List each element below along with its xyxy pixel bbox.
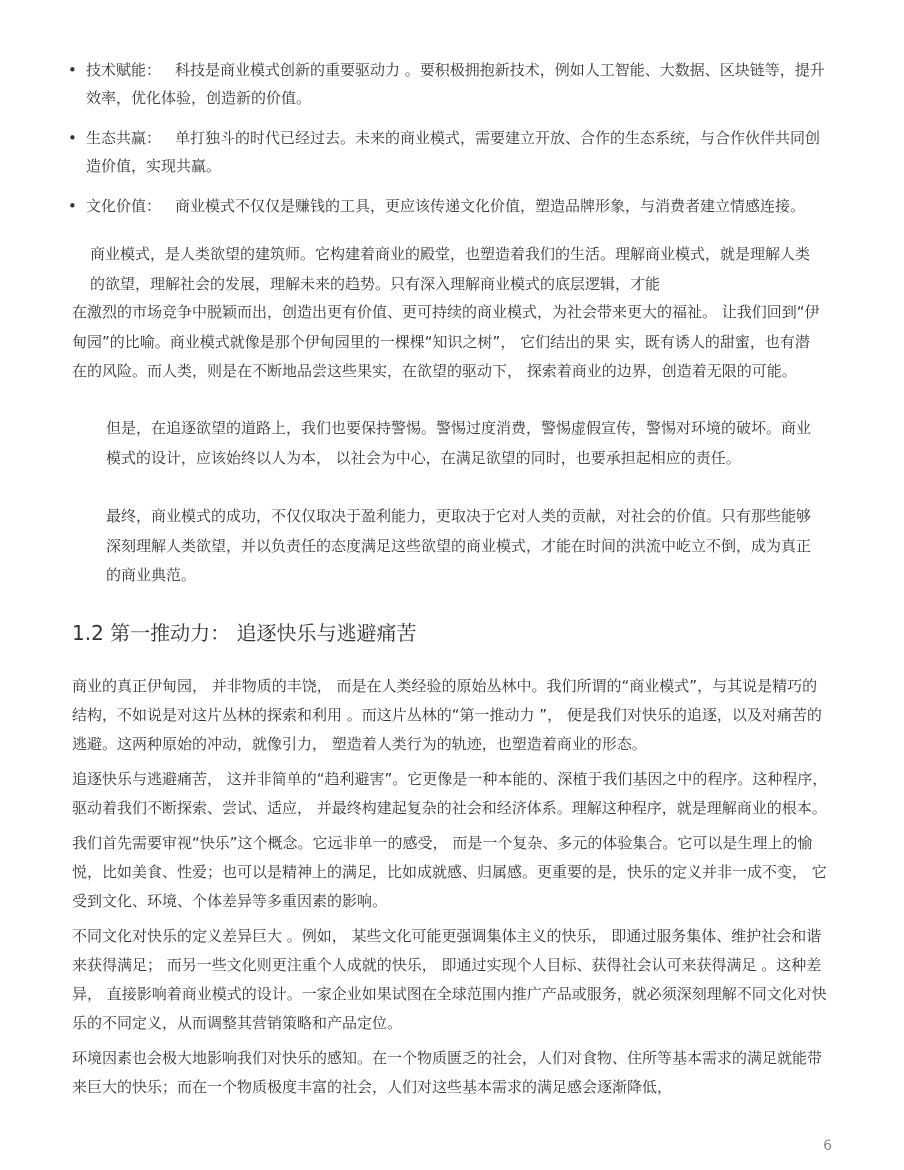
section-paragraph: 追逐快乐与逃避痛苦， 这并非简单的“趋利避害”。它更像是一种本能的、深植于我们基因之中的程序。这种程序，驱动着我们不断探索、尝试、适应， 并最终构建起复杂的社会和经济体系。理解这种程序，就是理解商业的根本。 bbox=[72, 770, 828, 817]
section-body bbox=[72, 672, 828, 1108]
paragraph-conclusion: 最终，商业模式的成功，不仅仅取决于盈利能力，更取决于它对人类的贡献，对社会的价值。只有那些能够深刻理解人类欲望，并以负责任的态度满足这些欲望的商业模式，才能在时间的洪流中屹立不倒，成为真正的商业典范。 bbox=[106, 507, 812, 584]
bullet-item bbox=[68, 124, 828, 180]
bullet-text: 商业模式不仅仅是赚钱的工具，更应该传递文化价值，塑造品牌形象，与消费者建立情感连接。 bbox=[175, 197, 806, 215]
section-heading: 1.2 第一推动力： 追逐快乐与逃避痛苦 bbox=[72, 621, 417, 645]
bullet-term: 技术赋能： bbox=[86, 61, 162, 79]
paragraph-eden: 在激烈的市场竞争中脱颖而出，创造出更有价值、更可持续的商业模式，为社会带来更大的福祉。 让我们回到“伊甸园”的比喻。商业模式就像是那个伊甸园里的一棵棵“知识之树”， 它们结出的果 实，既有诱人的甜蜜，也有潜在的风险。而人类，则是在不断地品尝这些果实，在欲望的驱动下， 探索着商业的边界，创造着无限的可能。 bbox=[72, 303, 820, 380]
bullet-dot-icon: • bbox=[68, 129, 77, 147]
section-paragraph: 我们首先需要审视“快乐”这个概念。它远非单一的感受， 而是一个复杂、多元的体验集合。它可以是生理上的愉悦，比如美食、性爱；也可以是精神上的满足，比如成就感、归属感。更重要的是，快乐的定义并非一成不变， 它受到文化、环境、个体差异等多重因素的影响。 bbox=[72, 834, 827, 910]
bullet-dot-icon: • bbox=[68, 61, 77, 79]
bullet-term: 文化价值： bbox=[86, 197, 162, 215]
paragraph-vigilance: 但是，在追逐欲望的道路上，我们也要保持警惕。警惕过度消费，警惕虚假宣传，警惕对环境的破坏。商业模式的设计，应该始终以人为本， 以社会为中心，在满足欲望的同时，也要承担起相应的责任。 bbox=[106, 419, 812, 467]
bullet-list bbox=[68, 56, 828, 232]
section-paragraph: 环境因素也会极大地影响我们对快乐的感知。在一个物质匮乏的社会，人们对食物、住所等基本需求的满足就能带来巨大的快乐；而在一个物质极度丰富的社会，人们对这些基本需求的满足感会逐渐降低， bbox=[72, 1049, 823, 1096]
bullet-item bbox=[68, 192, 828, 220]
bullet-text: 科技是商业模式创新的重要驱动力 。要积极拥抱新技术，例如人工智能、大数据、区块链等，提升效率，优化体验，创造新的价值。 bbox=[86, 61, 825, 107]
section-paragraph: 商业的真正伊甸园， 并非物质的丰饶， 而是在人类经验的原始丛林中。我们所谓的“商业模式”，与其说是精巧的结构，不如说是对这片丛林的探索和利用 。而这片丛林的“第一推动力 ”， 便是我们对快乐的追逐，以及对痛苦的逃避。这两种原始的冲动，就像引力， 塑造着人类行为的轨迹，也塑造着商业的形态。 bbox=[72, 677, 822, 753]
bullet-dot-icon: • bbox=[68, 197, 77, 215]
bullet-text: 单打独斗的时代已经过去。未来的商业模式，需要建立开放、合作的生态系统，与合作伙伴共同创造价值，实现共赢。 bbox=[86, 129, 821, 175]
bullet-item bbox=[68, 56, 828, 112]
page-number: 6 bbox=[823, 1138, 832, 1154]
section-paragraph: 不同文化对快乐的定义差异巨大 。例如， 某些文化可能更强调集体主义的快乐， 即通过服务集体、维护社会和谐来获得满足； 而另一些文化则更注重个人成就的快乐， 即通过实现个人目标、获得社会认可来获得满足 。这种差异， 直接影响着商业模式的设计。一家企业如果试图在全球范围内推广产品或服务，就必须深刻理解不同文化对快乐的不同定义，从而调整其营销策略和产品定位。 bbox=[72, 927, 827, 1032]
bullet-term: 生态共赢： bbox=[86, 129, 162, 147]
paragraph-architect: 商业模式，是人类欲望的建筑师。它构建着商业的殿堂，也塑造着我们的生活。理解商业模式，就是理解人类的欲望，理解社会的发展，理解未来的趋势。只有深入理解商业模式的底层逻辑，才能 bbox=[90, 245, 811, 293]
